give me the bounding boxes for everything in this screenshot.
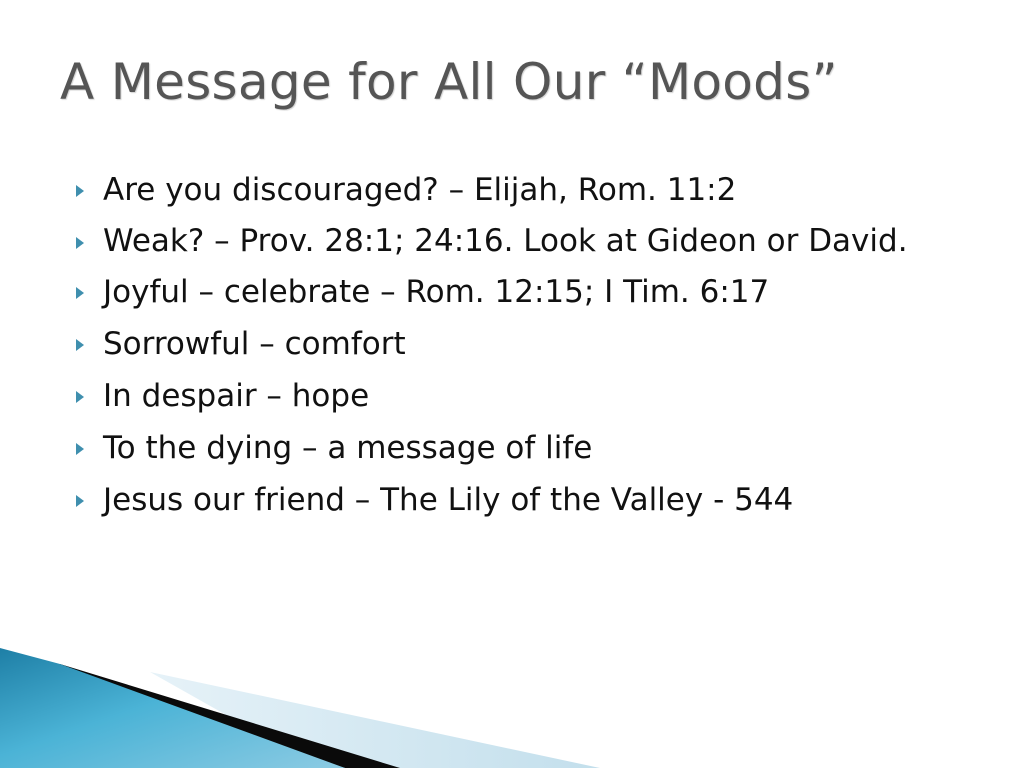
bullet-text: Jesus our friend – The Lily of the Valley - 544 bbox=[103, 482, 794, 518]
bullet-item bbox=[74, 424, 974, 472]
triangle-right-icon bbox=[76, 443, 84, 455]
triangle-right-icon bbox=[76, 185, 84, 197]
bullet-item bbox=[74, 476, 974, 524]
triangle-right-icon bbox=[76, 237, 84, 249]
blue-wedge bbox=[0, 648, 345, 768]
bullet-text: To the dying – a message of life bbox=[103, 430, 593, 466]
bullet-text: Joyful – celebrate – Rom. 12:15; I Tim. 6:17 bbox=[103, 274, 770, 310]
bullet-list bbox=[74, 166, 974, 528]
triangle-right-icon bbox=[76, 495, 84, 507]
bullet-text: Weak? – Prov. 28:1; 24:16. Look at Gideon or David. bbox=[103, 223, 908, 259]
triangle-right-icon bbox=[76, 287, 84, 299]
bullet-text: In despair – hope bbox=[103, 378, 370, 414]
triangle-right-icon bbox=[76, 391, 84, 403]
slide-title: A Message for All Our “Moods” bbox=[60, 53, 838, 111]
bullet-item bbox=[74, 372, 974, 420]
triangle-right-icon bbox=[76, 339, 84, 351]
bullet-item bbox=[74, 218, 974, 264]
bullet-item bbox=[74, 268, 974, 316]
bullet-text: Are you discouraged? – Elijah, Rom. 11:2 bbox=[103, 172, 737, 208]
black-band bbox=[40, 664, 400, 768]
bullet-item bbox=[74, 320, 974, 368]
light-band bbox=[150, 672, 600, 768]
bullet-item bbox=[74, 166, 974, 214]
bullet-text: Sorrowful – comfort bbox=[103, 326, 406, 362]
